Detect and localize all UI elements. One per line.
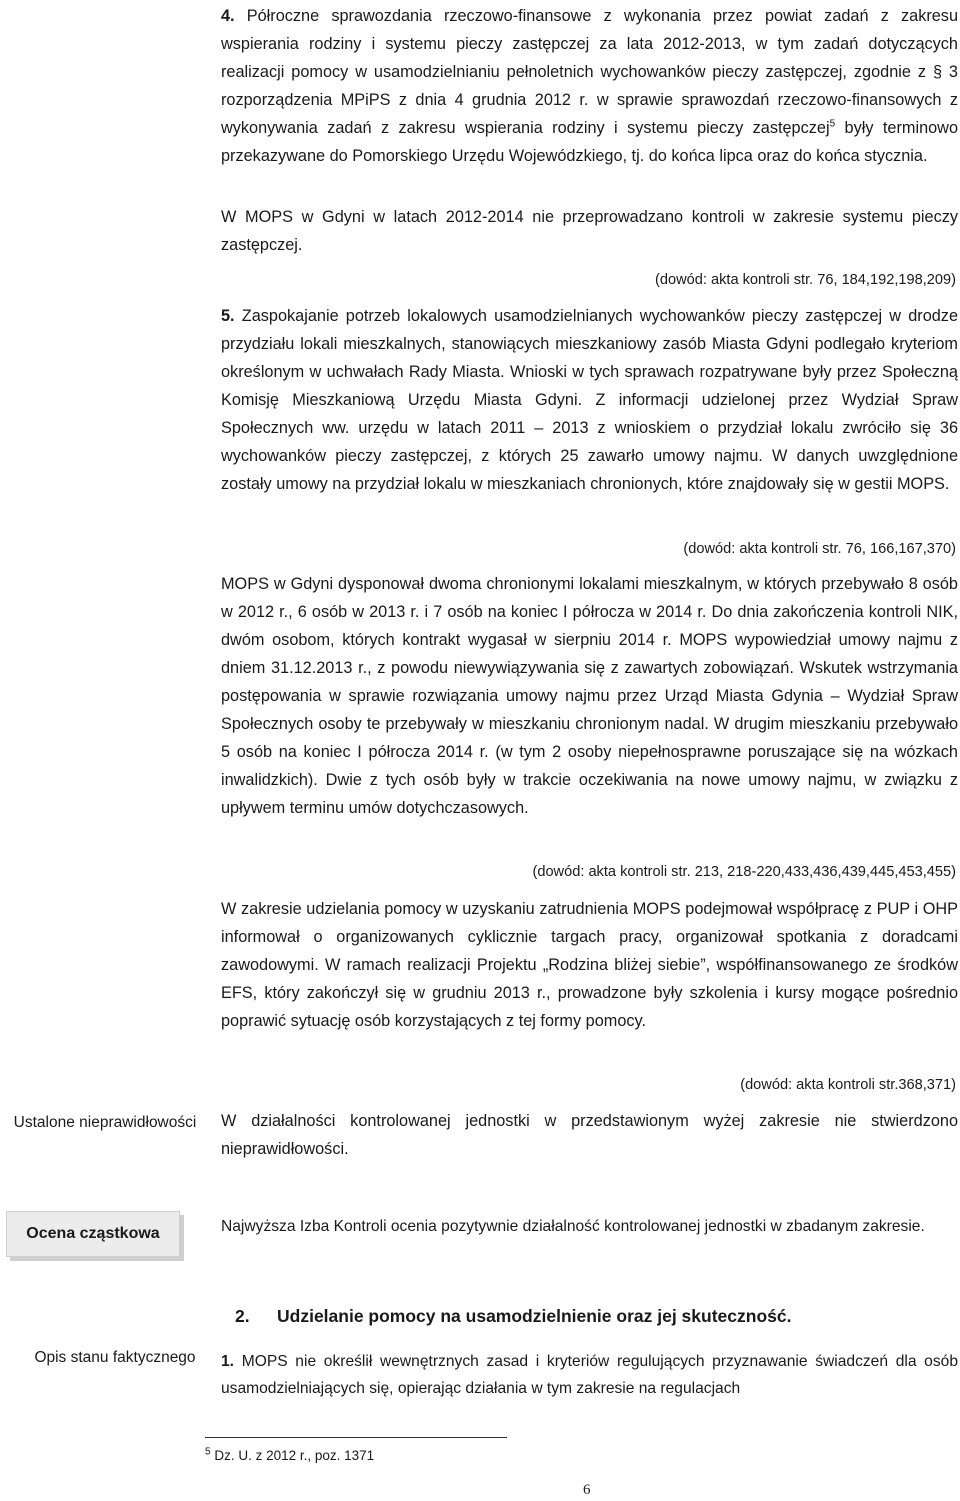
assessment-text: Najwyższa Izba Kontroli ocenia pozytywnie działalność kontrolowanej jednostki w zbadanym zakresie. [221,1218,925,1235]
facts-label: Opis stanu faktycznego [34,1349,196,1366]
assessment-text-block [221,1213,958,1240]
section-5-para-3 [221,895,958,1035]
evidence-note: (dowód: akta kontroli str.368,371) [740,1077,956,1093]
facts-number: 1. [221,1353,235,1370]
irregularities-text: W działalności kontrolowanej jednostki w przedstawionym wyżej zakresie nie stwierdzono nieprawidłowości. [221,1112,958,1158]
footnote-text: Dz. U. z 2012 r., poz. 1371 [214,1448,375,1463]
footnote-number: 5 [205,1446,211,1458]
page-number: 6 [583,1482,591,1498]
section-5-para-2 [221,570,958,822]
footnote-divider [205,1437,507,1438]
assessment-label: Ocena cząstkowa [6,1211,180,1257]
section-5-para-3-text: W zakresie udzielania pomocy w uzyskaniu zatrudnienia MOPS podejmował współpracę z PUP i OHP informował o organizowanych cyklicznie targach pracy, organizował spotkania z doradcami zawodowymi. W ramach realizacji Projektu „Rodzina bliżej siebie”, współfinansowanego ze środków EFS, który zakończył się w grudniu 2013 r., prowadzone były szkolenia i kursy mogące pośrednio poprawić sytuację osób korzystających z tej formy pomocy. [221,900,958,1030]
evidence-note: (dowód: akta kontroli str. 213, 218-220,433,436,439,445,453,455) [532,864,956,880]
section-5-number: 5. [221,307,235,325]
footnote-ref[interactable]: 5 [829,118,836,130]
section-5-para-2-text: MOPS w Gdyni dysponował dwoma chronionymi lokalami mieszkalnym, w których przebywało 8 osób w 2012 r., 6 osób w 2013 r. i 7 osób na koniec I półrocza w 2014 r. Do dnia zakończenia kontroli NIK, dwóm osobom, których kontrakt wygasał w sierpniu 2014 r. MOPS wypowiedział umowy najmu z dniem 31.12.2013 r., z powodu niewywiązywania się z zawartych zobowiązań. Wskutek wstrzymania postępowania w sprawie rozwiązania umowy najmu przez Urząd Miasta Gdynia – Wydział Spraw Społecznych osoby te przebywały w mieszkaniu chronionym nadal. W drugim mieszkaniu przebywało 5 osób na koniec I półrocza 2014 r. (w tym 2 osoby niepełnosprawne poruszające się na wózkach inwalidzkich). Dwie z tych osób były w trakcie oczekiwania na nowe umowy najmu, w związku z upływem terminu umów dotychczasowych. [221,575,958,817]
chapter-2-title: Udzielanie pomocy na usamodzielnienie oraz jej skuteczność. [277,1306,792,1326]
evidence-note: (dowód: akta kontroli str. 76, 184,192,198,209) [655,272,956,288]
section-5-text: Zaspokajanie potrzeb lokalowych usamodzielnianych wychowanków pieczy zastępczej w drodze przydziału lokali mieszkalnych, stanowiących mieszkaniowy zasób Miasta Gdyni podlegało kryteriom określonym w uchwałach Rady Miasta. Wnioski w tych sprawach rozpatrywane były przez Społeczną Komisję Mieszkaniową Urzędu Miasta Gdyni. Z informacji udzielonej przez Wydział Spraw Społecznych ww. urzędu w latach 2011 – 2013 z wnioskiem o przydział lokalu zwróciło się 36 wychowanków pieczy zastępczej, z których 25 zawarło umowy najmu. W danych uwzględnione zostały umowy na przydział lokalu w mieszkaniach chronionych, które znajdowały się w gestii MOPS. [221,307,958,493]
irregularities-text-block [221,1107,958,1163]
irregularities-label: Ustalone nieprawidłowości [13,1114,197,1131]
section-4 [221,2,958,170]
section-4-number: 4. [221,7,235,25]
facts-block [221,1348,958,1402]
section-4-para-2-text: W MOPS w Gdyni w latach 2012-2014 nie przeprowadzano kontroli w zakresie systemu pieczy zastępczej. [221,208,958,254]
section-4-text-after: były terminowo przekazywane do Pomorskiego Urzędu Wojewódzkiego, tj. do końca lipca oraz do końca stycznia. [221,119,958,165]
chapter-2-number: 2. [235,1306,250,1326]
facts-text: MOPS nie określił wewnętrznych zasad i kryteriów regulujących przyznawanie świadczeń dla osób usamodzielniających się, opierając działania w tym zakresie na regulacjach [221,1353,958,1397]
chapter-2-heading [235,1306,791,1327]
section-5 [221,302,958,498]
section-4-para-2 [221,203,958,259]
section-4-text: Półroczne sprawozdania rzeczowo-finansowe z wykonania przez powiat zadań z zakresu wspierania rodziny i systemu pieczy zastępczej za lata 2012-2013, w tym zadań dotyczących realizacji pomocy w usamodzielnianiu pełnoletnich wychowanków pieczy zastępczej, zgodnie z § 3 rozporządzenia MPiPS z dnia 4 grudnia 2012 r. w sprawie sprawozdań rzeczowo-finansowych z wykonywania zadań z zakresu wspierania rodziny i systemu pieczy zastępczej [221,7,959,137]
footnote [205,1448,374,1463]
evidence-note: (dowód: akta kontroli str. 76, 166,167,370) [683,541,956,557]
